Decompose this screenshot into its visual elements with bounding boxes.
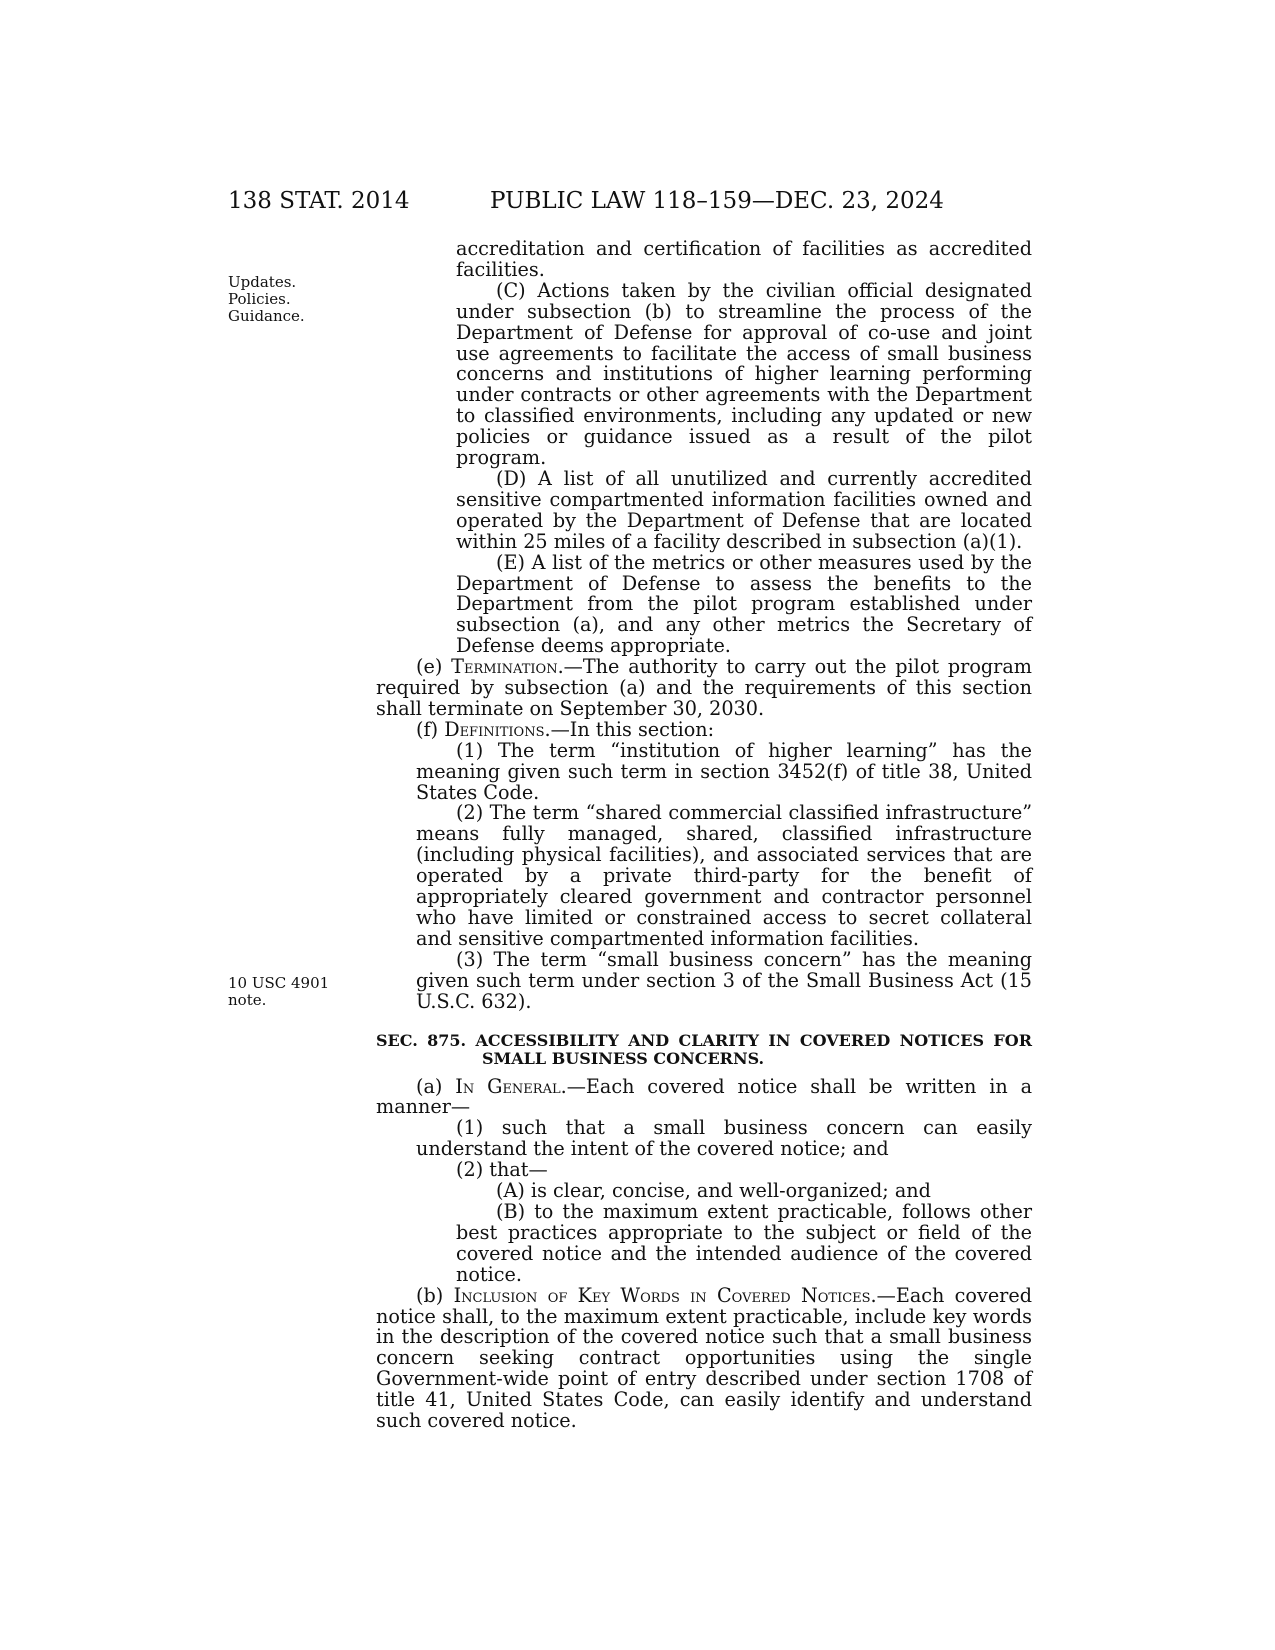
subsection-text: .—In this section: — [544, 717, 715, 741]
subsection-a — [376, 1074, 1033, 1119]
subsection-b — [376, 1283, 1032, 1433]
subsection-text: .—The authority to carry out the pilot program required by subsection (a) and the requirements of this section shall terminate on September 30, 2030. — [376, 655, 1032, 720]
subsection-label: (b) — [416, 1283, 444, 1307]
section-heading: SEC. 875. ACCESSIBILITY AND CLARITY IN COVERED NOTICES FOR SMALL BUSINESS CONCERNS. — [376, 1030, 1032, 1068]
paragraph-continuation: accreditation and certification of facilities as accredited facilities. — [456, 237, 1032, 281]
subsection-text: .—Each covered notice shall be written in a manner— — [376, 1074, 1033, 1119]
subsection-f — [376, 717, 1032, 741]
subsection-label: (e) — [416, 655, 443, 679]
margin-note-updates — [228, 274, 305, 325]
page-reference: 138 STAT. 2014 — [228, 188, 410, 214]
paragraph-a2a: (A) is clear, concise, and well-organized; and — [496, 1179, 931, 1203]
paragraph-a2: (2) that— — [456, 1158, 548, 1182]
margin-note-line: Updates. — [228, 273, 297, 291]
paragraph-c: (C) Actions taken by the civilian official designated under subsection (b) to streamline the process of the Department of Defense for approval of co-use and joint use agreements to facilitate the access of small business concerns and institutions of higher learning performing under contracts or other agreements with the Department to classified environments, including any updated or new policies or guidance issued as a result of the pilot program. — [456, 278, 1032, 470]
definition-3: (3) The term “small business concern” has the meaning given such term under section 3 of the Small Business Act (15 U.S.C. 632). — [416, 947, 1032, 1013]
margin-note-line: note. — [228, 991, 267, 1009]
margin-note-line: Guidance. — [228, 307, 305, 325]
definition-2: (2) The term “shared commercial classified infrastructure” means fully managed, shared, classified infrastructure (including physical facilities), and associated services that are operated by a private third-party for the benefit of appropriately cleared government and contractor personnel who have limited or constrained access to secret collateral and sensitive compartmented information facilities. — [416, 801, 1032, 950]
margin-note-line: 10 USC 4901 — [228, 974, 330, 992]
paragraph-a1: (1) such that a small business concern can easily understand the intent of the covered notice; and — [416, 1116, 1032, 1161]
subsection-label: (a) — [416, 1074, 443, 1098]
law-title: PUBLIC LAW 118–159—DEC. 23, 2024 — [490, 188, 944, 214]
subsection-heading: Definitions — [444, 717, 545, 741]
subsection-text: .—Each covered notice shall, to the maximum extent practicable, include key words in the description of the covered notice such that a small business concern seeking contract opportunities using the single Government-wide point of entry described under section 1708 of title 41, United States Code, can easily identify and understand such covered notice. — [376, 1283, 1032, 1433]
margin-note-usc — [228, 975, 329, 1009]
subsection-heading: Termination — [451, 655, 558, 679]
margin-note-line: Policies. — [228, 290, 291, 308]
subsection-heading: In General — [455, 1074, 561, 1098]
subsection-heading: Inclusion of Key Words in Covered Notices — [453, 1283, 871, 1307]
paragraph-a2b: (B) to the maximum extent practicable, follows other best practices appropriate to the subject or field of the covered notice and the intended audience of the covered notice. — [456, 1199, 1032, 1286]
paragraph-d: (D) A list of all unutilized and currently accredited sensitive compartmented information facilities owned and operated by the Department of Defense that are located within 25 miles of a facility described in subsection (a)(1). — [456, 466, 1032, 553]
definition-1: (1) The term “institution of higher learning” has the meaning given such term in section 3452(f) of title 38, United States Code. — [416, 738, 1032, 804]
document-body — [376, 239, 1032, 1432]
paragraph-e-list: (E) A list of the metrics or other measures used by the Department of Defense to assess the benefits to the Department from the pilot program established under subsection (a), and any other metrics the Secretary of Defense deems appropriate. — [456, 550, 1032, 658]
subsection-e — [376, 657, 1032, 720]
subsection-label: (f) — [416, 717, 439, 741]
